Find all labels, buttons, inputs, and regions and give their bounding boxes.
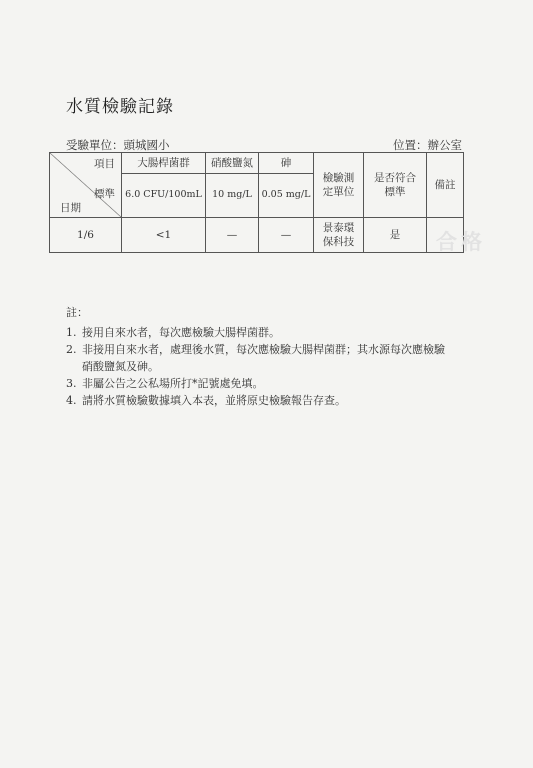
row-nitrate: — [206,218,259,253]
note-text: 接用自來水者，每次應檢驗大腸桿菌群。 [82,326,280,339]
notes-section [66,304,466,409]
pass-stamp: 合格 [436,230,486,254]
row-compliant: 是 [364,218,427,253]
corner-date-label: 日期 [60,201,81,214]
header-coliform: 大腸桿菌群 [122,153,206,174]
header-remarks: 備註 [427,153,464,218]
tested-unit: 受驗單位：頭城國小 [66,138,170,152]
standard-arsenic: 0.05 mg/L [259,174,314,218]
header-lab-line1: 檢驗測 [322,171,355,184]
header-compliance [364,153,427,218]
corner-cell [50,153,122,218]
list-item [66,392,466,409]
note-number: 4. [66,394,77,407]
note-text: 非屬公告之公私場所打*記號處免填。 [82,377,264,390]
row-arsenic: — [259,218,314,253]
note-text-continued: 硝酸鹽氮及砷。 [82,360,159,373]
note-number: 1. [66,326,77,339]
row-lab [314,218,364,253]
note-number: 3. [66,377,77,390]
row-date: 1/6 [50,218,122,253]
standard-nitrate: 10 mg/L [206,174,259,218]
standard-coliform: 6.0 CFU/100mL [122,174,206,218]
water-quality-table [49,152,464,253]
note-number: 2. [66,343,77,356]
header-nitrate: 硝酸鹽氮 [206,153,259,174]
row-lab-line2: 保科技 [322,236,355,248]
notes-header: 註： [66,306,88,319]
corner-item-label: 項目 [94,158,115,170]
note-text: 非接用自來水者，處理後水質，每次應檢驗大腸桿菌群；其水源每次應檢驗 [82,343,445,356]
row-lab-line1: 景泰環 [322,221,355,234]
table-row [50,218,464,253]
page-title: 水質檢驗記錄 [66,97,174,117]
header-lab-line2: 定單位 [322,186,355,198]
list-item [66,375,466,392]
corner-standard-label: 標準 [94,188,115,200]
notes-list [66,324,466,409]
list-item [66,324,466,341]
list-item [66,341,466,375]
header-compliance-line1: 是否符合 [374,171,416,184]
header-lab [314,153,364,218]
note-text: 請將水質檢驗數據填入本表，並將原史檢驗報告存查。 [82,394,346,407]
header-compliance-line2: 標準 [384,186,406,198]
row-coliform: <1 [122,218,206,253]
location: 位置：辦公室 [393,138,462,152]
header-arsenic: 砷 [259,153,314,174]
